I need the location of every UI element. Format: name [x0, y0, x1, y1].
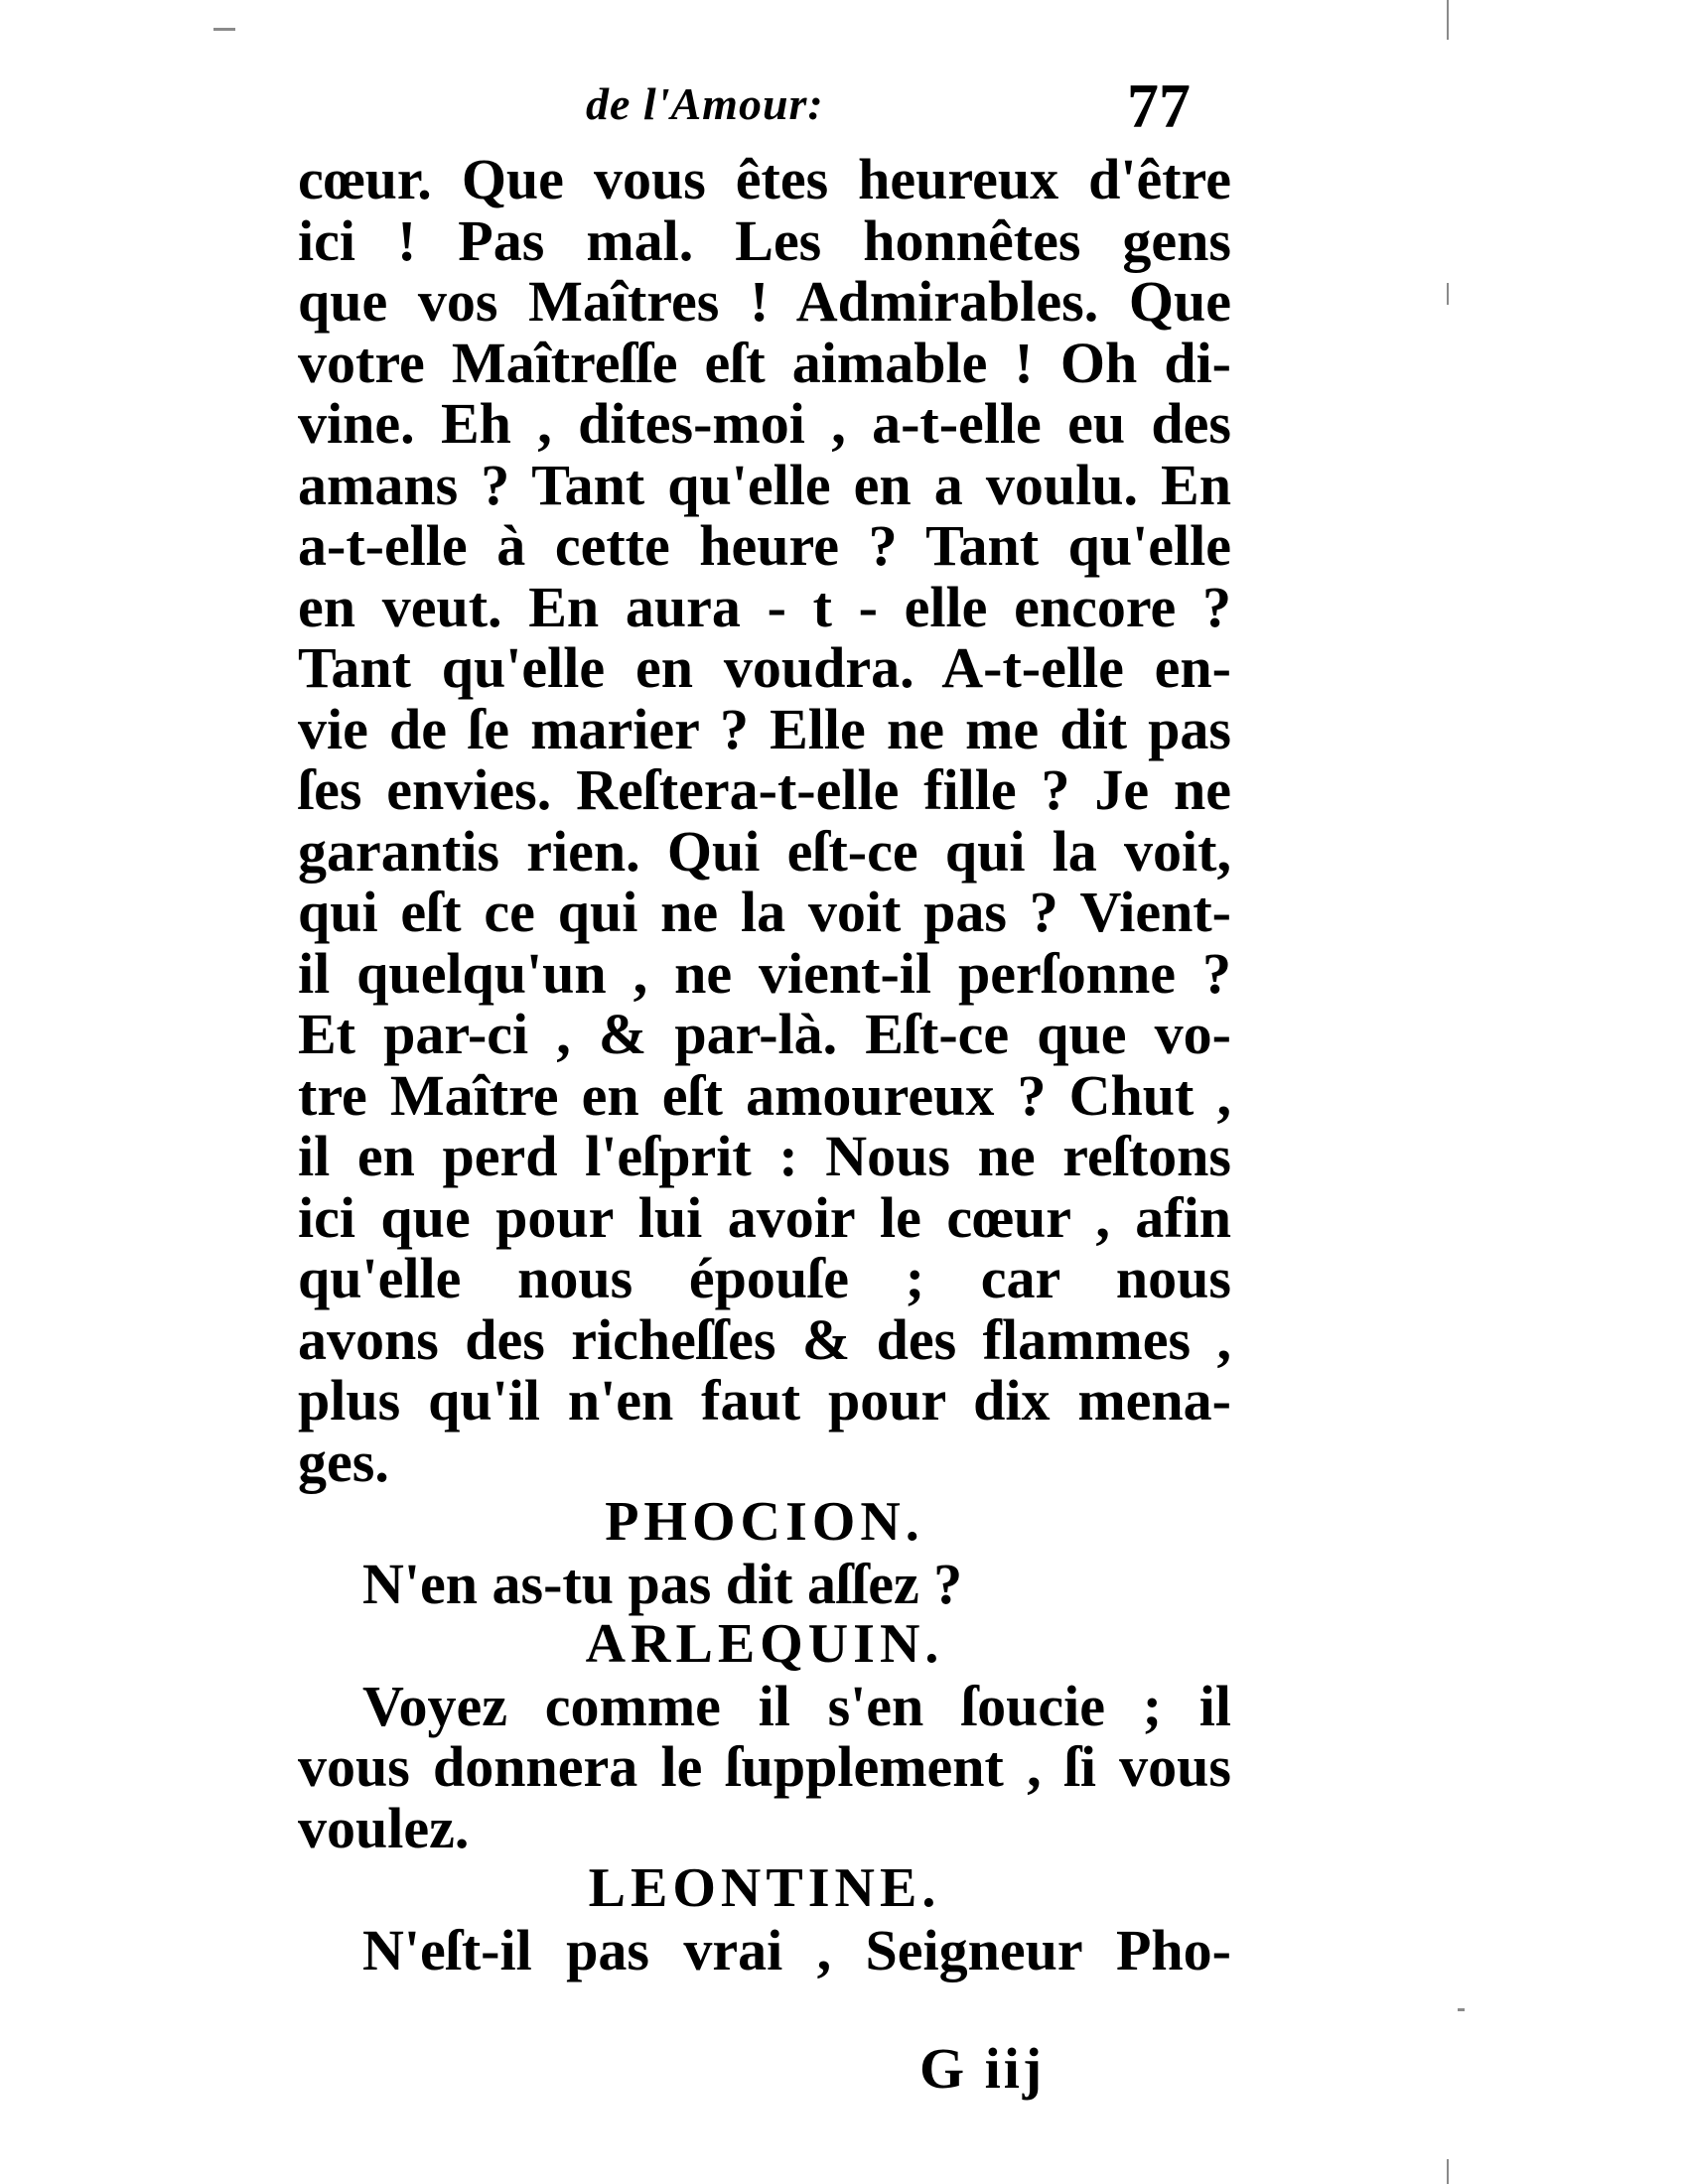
text-line: Tant qu'elle en voudra. A-t-elle en- [298, 635, 1231, 700]
text-line: ici que pour lui avoir le cœur , afin [298, 1184, 1231, 1250]
text-line: vie de ſe marier ? Elle ne me dit pas [298, 696, 1231, 761]
dialogue-line: voulez. [298, 1795, 470, 1860]
text-line: avons des richeſſes & des flammes , [298, 1306, 1231, 1372]
text-line: plus qu'il n'en faut pour dix mena- [298, 1368, 1231, 1433]
text-line: il en perd l'eſprit : Nous ne reſtons [298, 1124, 1231, 1188]
text-line: qui eſt ce qui ne la voit pas ? Vient- [298, 880, 1231, 944]
dialogue-line: N'eſt-il pas vrai , Seigneur Pho- [362, 1917, 1231, 1982]
running-header: de l'Amour: [586, 78, 824, 129]
speaker-name: PHOCION. [605, 1491, 924, 1553]
text-line: qu'elle nous épouſe ; car nous [298, 1246, 1231, 1310]
speaker-name: ARLEQUIN. [585, 1613, 944, 1675]
text-line: votre Maîtreſſe eſt aimable ! Oh di- [298, 330, 1231, 395]
signature-mark: G iij [919, 2036, 1046, 2101]
text-line: amans ? Tant qu'elle en a voulu. En [298, 452, 1231, 517]
text-line: ges. [298, 1429, 389, 1494]
scan-speck [213, 28, 235, 31]
text-line: a-t-elle à cette heure ? Tant qu'elle [298, 513, 1231, 578]
scan-speck [1458, 2008, 1465, 2011]
text-line: Et par-ci , & par-là. Eſt-ce que vo- [298, 1002, 1231, 1066]
text-line: ſes envies. Reſtera-t-elle fille ? Je ne [298, 757, 1231, 822]
dialogue-line: Voyez comme il s'en ſoucie ; il [362, 1673, 1231, 1738]
dialogue-line: vous donnera le ſupplement , ſi vous [298, 1734, 1231, 1799]
scan-speck [1447, 283, 1449, 305]
scan-speck [1447, 0, 1449, 40]
page-number: 77 [1127, 70, 1191, 141]
text-line: en veut. En aura - t - elle encore ? [298, 574, 1231, 639]
text-line: que vos Maîtres ! Admirables. Que [298, 269, 1231, 334]
text-line: vine. Eh , dites-moi , a-t-elle eu des [298, 391, 1231, 456]
text-line: ici ! Pas mal. Les honnêtes gens [298, 207, 1231, 273]
text-block [298, 149, 1231, 1980]
dialogue-line: N'en as-tu pas dit aſſez ? [362, 1551, 963, 1616]
text-line: il quelqu'un , ne vient-il perſonne ? [298, 940, 1231, 1006]
text-line: cœur. Que vous êtes heureux d'être [298, 147, 1231, 211]
scan-speck [1447, 2159, 1449, 2184]
speaker-name: LEONTINE. [588, 1857, 941, 1919]
text-line: garantis rien. Qui eſt-ce qui la voit, [298, 818, 1231, 884]
text-line: tre Maître en eſt amoureux ? Chut , [298, 1062, 1231, 1128]
